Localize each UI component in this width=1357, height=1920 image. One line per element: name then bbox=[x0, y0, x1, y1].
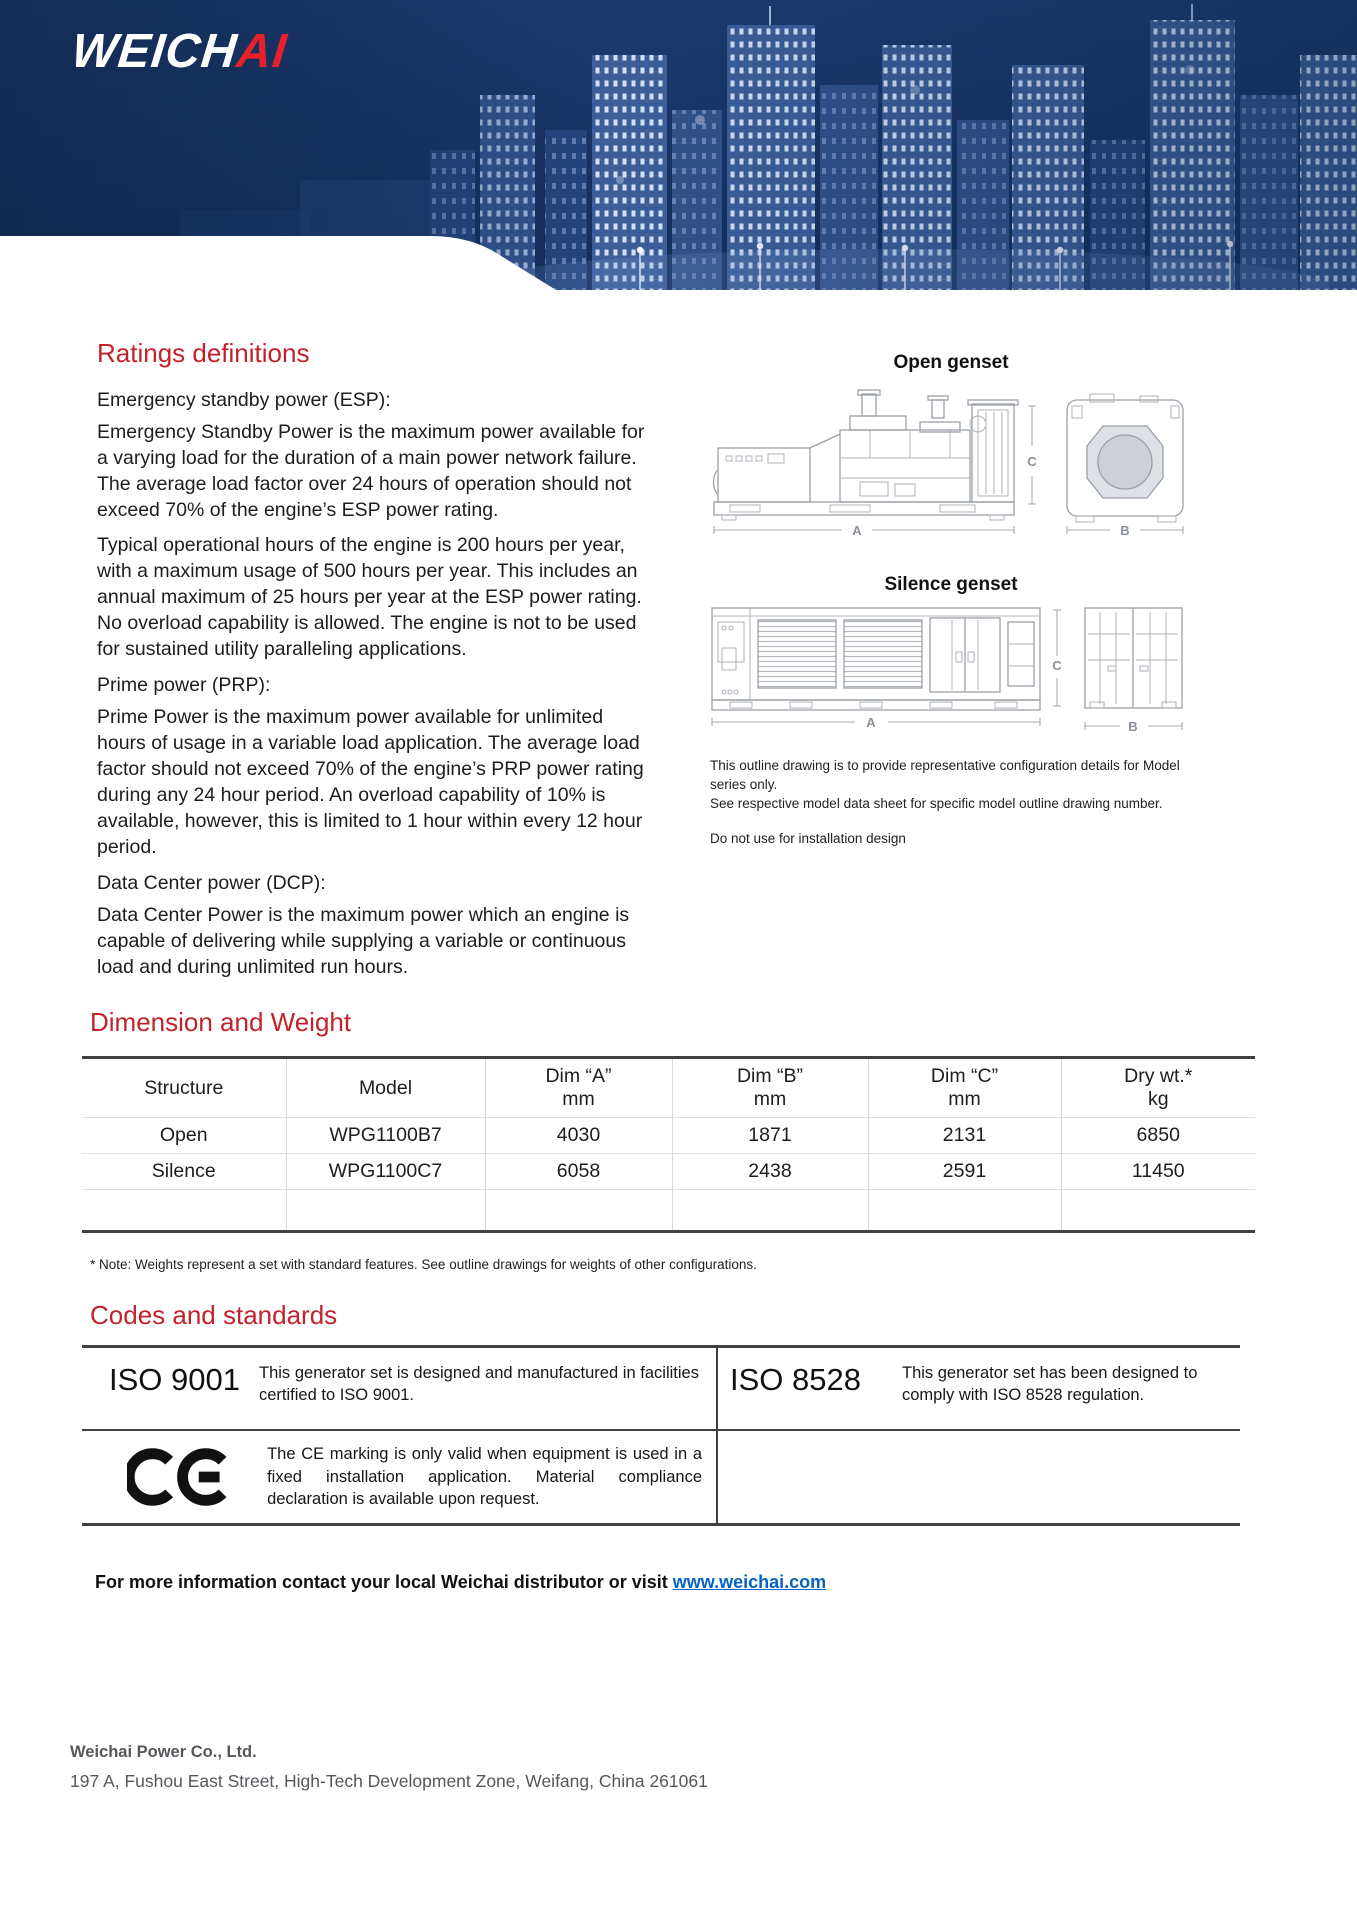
logo-text-red: AI bbox=[234, 25, 290, 78]
iso8528-cell bbox=[718, 1348, 1240, 1431]
iso9001-cell bbox=[82, 1348, 718, 1431]
dim-a-label: A bbox=[866, 715, 876, 730]
dim-c-label: C bbox=[1027, 454, 1037, 469]
dimension-weight-section bbox=[82, 1007, 1357, 1272]
cell-dry-weight: 6850 bbox=[1061, 1118, 1255, 1154]
open-genset-label: Open genset bbox=[893, 352, 1009, 373]
weichai-website-link[interactable]: www.weichai.com bbox=[672, 1571, 827, 1592]
cell-dim-a: 4030 bbox=[485, 1118, 672, 1154]
column-header-dim-a: Dim “A” mm bbox=[485, 1058, 672, 1118]
dim-c-label: C bbox=[1052, 658, 1062, 673]
contact-text: For more information contact your local Weichai distributor or visit bbox=[95, 1571, 673, 1592]
esp-paragraph: Typical operational hours of the engine is 200 hours per year, with a maximum usage of 500 hours per year. This includes an annual maximum of 25 hours per year at the ESP power rating. No overload capability is allowed. The engine is not to be used for sustained utility paralleling applications. bbox=[97, 534, 642, 660]
ce-cell bbox=[82, 1431, 718, 1523]
iso9001-badge: ISO 9001 bbox=[109, 1362, 240, 1397]
open-genset-drawing bbox=[710, 382, 1192, 548]
company-address: 197 A, Fushou East Street, High-Tech Development Zone, Weifang, China 261061 bbox=[70, 1770, 708, 1791]
page-footer-info bbox=[70, 1743, 1357, 1792]
empty-cell bbox=[718, 1431, 1240, 1523]
contact-line bbox=[95, 1572, 1357, 1593]
column-header-structure: Structure bbox=[82, 1058, 286, 1118]
installation-warning: Do not use for installation design bbox=[710, 831, 906, 846]
dimension-weight-table bbox=[82, 1056, 1255, 1233]
page-header bbox=[0, 0, 1357, 290]
ratings-text-column bbox=[97, 338, 649, 989]
column-header-dry-weight: Dry wt.* kg bbox=[1061, 1058, 1255, 1118]
dcp-heading: Data Center power (DCP): bbox=[97, 872, 326, 894]
ce-description: The CE marking is only valid when equipment is used in a fixed installation application. Material compliance declaration is available upon request. bbox=[267, 1445, 702, 1508]
logo-text-white: WEICH bbox=[69, 25, 240, 78]
weight-footnote: * Note: Weights represent a set with standard features. See outline drawings for weights of other configurations. bbox=[90, 1257, 757, 1272]
cell-dim-b: 1871 bbox=[672, 1118, 868, 1154]
ce-mark-icon bbox=[127, 1446, 227, 1508]
cell-model: WPG1100B7 bbox=[286, 1118, 485, 1154]
codes-standards-table bbox=[82, 1345, 1240, 1526]
iso8528-description: This generator set has been designed to comply with ISO 8528 regulation. bbox=[902, 1364, 1198, 1404]
dim-b-label: B bbox=[1128, 719, 1138, 734]
outline-note-line2: See respective model data sheet for specific model outline drawing number. bbox=[710, 796, 1163, 811]
outline-drawing-note bbox=[710, 756, 1192, 813]
table-row bbox=[82, 1154, 1255, 1190]
table-header-row bbox=[82, 1058, 1255, 1118]
cell-dim-c: 2131 bbox=[868, 1118, 1061, 1154]
cell-dim-c: 2591 bbox=[868, 1154, 1061, 1190]
table-row-empty bbox=[82, 1190, 1255, 1232]
cell-model: WPG1100C7 bbox=[286, 1154, 485, 1190]
esp-paragraph: Emergency Standby Power is the maximum power available for a varying load for the duration of a main power network failure. The average load factor over 24 hours of operation should not exceed 70% of the engine’s ESP power rating. bbox=[97, 421, 645, 521]
column-header-dim-c: Dim “C” mm bbox=[868, 1058, 1061, 1118]
dimension-weight-title: Dimension and Weight bbox=[90, 1007, 352, 1037]
cell-dim-a: 6058 bbox=[485, 1154, 672, 1190]
codes-standards-title: Codes and standards bbox=[90, 1300, 338, 1330]
company-name: Weichai Power Co., Ltd. bbox=[70, 1742, 257, 1761]
column-header-model: Model bbox=[286, 1058, 485, 1118]
silence-genset-drawing bbox=[710, 604, 1192, 742]
cell-structure: Open bbox=[82, 1118, 286, 1154]
cell-dim-b: 2438 bbox=[672, 1154, 868, 1190]
dcp-paragraph: Data Center Power is the maximum power which an engine is capable of delivering while supplying a variable or continuous load and during unlimited run hours. bbox=[97, 904, 630, 978]
outline-note-line1: This outline drawing is to provide representative configuration details for Model series only. bbox=[710, 758, 1180, 792]
ratings-section bbox=[0, 338, 1357, 989]
esp-heading: Emergency standby power (ESP): bbox=[97, 389, 391, 411]
iso8528-badge: ISO 8528 bbox=[730, 1362, 861, 1397]
dim-a-label: A bbox=[852, 523, 862, 538]
dim-b-label: B bbox=[1120, 523, 1130, 538]
prp-paragraph: Prime Power is the maximum power available for unlimited hours of usage in a variable load application. The average load factor should not exceed 70% of the engine’s PRP power rating during any 24 hour period. An overload capability of 10% is available, however, this is limited to 1 hour within every 12 hour period. bbox=[97, 706, 644, 858]
codes-standards-section bbox=[82, 1300, 1357, 1526]
genset-drawings-column bbox=[710, 338, 1192, 989]
ratings-title: Ratings definitions bbox=[97, 338, 310, 368]
silence-genset-label: Silence genset bbox=[884, 574, 1018, 595]
table-row bbox=[82, 1118, 1255, 1154]
prp-heading: Prime power (PRP): bbox=[97, 674, 271, 696]
weichai-logo bbox=[69, 24, 290, 79]
iso9001-description: This generator set is designed and manufactured in facilities certified to ISO 9001. bbox=[259, 1364, 699, 1404]
cell-dry-weight: 11450 bbox=[1061, 1154, 1255, 1190]
column-header-dim-b: Dim “B” mm bbox=[672, 1058, 868, 1118]
cell-structure: Silence bbox=[82, 1154, 286, 1190]
